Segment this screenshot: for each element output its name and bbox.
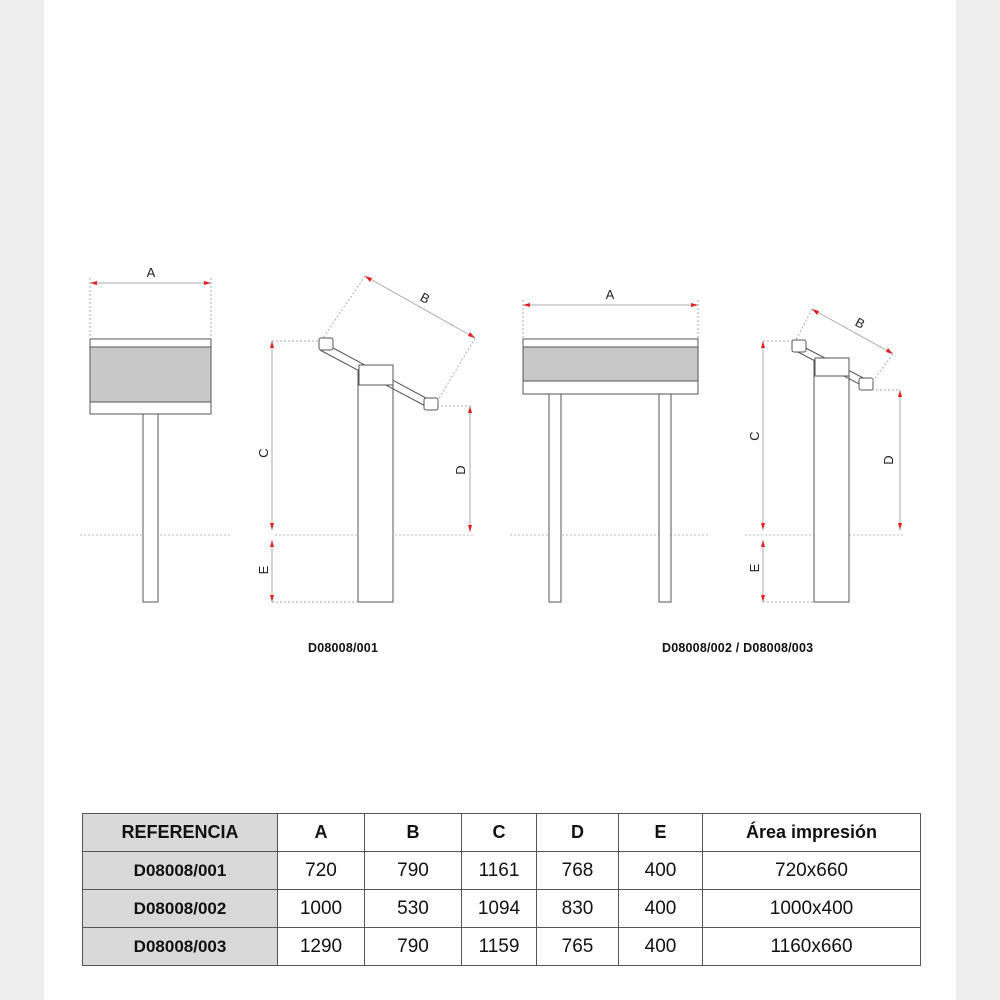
header-referencia: REFERENCIA xyxy=(83,814,278,852)
header-b: B xyxy=(365,814,462,852)
header-a: A xyxy=(278,814,365,852)
cell-b: 790 xyxy=(365,928,462,966)
dim-label-d-2: D xyxy=(881,455,896,465)
dim-label-d-1: D xyxy=(453,465,468,475)
dim-label-e-2: E xyxy=(747,563,762,573)
table-row xyxy=(83,928,921,966)
dim-label-c-1: C xyxy=(256,448,271,458)
cell-area: 1000x400 xyxy=(703,890,921,928)
table-row xyxy=(83,852,921,890)
cell-c: 1161 xyxy=(462,852,537,890)
cell-e: 400 xyxy=(619,852,703,890)
cell-c: 1159 xyxy=(462,928,537,966)
cell-c: 1094 xyxy=(462,890,537,928)
table-row xyxy=(83,890,921,928)
cell-e: 400 xyxy=(619,890,703,928)
cell-a: 720 xyxy=(278,852,365,890)
header-c: C xyxy=(462,814,537,852)
row-reference: D08008/002 xyxy=(83,890,278,928)
single-post-front-view xyxy=(80,278,230,602)
header-e: E xyxy=(619,814,703,852)
caption-double-post: D08008/002 / D08008/003 xyxy=(662,641,814,655)
cell-d: 765 xyxy=(537,928,619,966)
cell-a: 1290 xyxy=(278,928,365,966)
cell-area: 1160x660 xyxy=(703,928,921,966)
dim-label-a-1: A xyxy=(146,265,156,280)
cell-d: 830 xyxy=(537,890,619,928)
row-reference: D08008/001 xyxy=(83,852,278,890)
double-post-front-view xyxy=(510,300,710,602)
dim-label-c-2: C xyxy=(747,431,762,441)
dim-label-b-1: B xyxy=(417,289,433,307)
cell-d: 768 xyxy=(537,852,619,890)
specs-table xyxy=(82,813,921,966)
single-post-side-view xyxy=(270,276,475,602)
cell-area: 720x660 xyxy=(703,852,921,890)
cell-b: 790 xyxy=(365,852,462,890)
header-area: Área impresión xyxy=(703,814,921,852)
dim-label-e-1: E xyxy=(256,565,271,575)
dim-label-a-2: A xyxy=(605,287,615,302)
header-d: D xyxy=(537,814,619,852)
cell-a: 1000 xyxy=(278,890,365,928)
cell-e: 400 xyxy=(619,928,703,966)
caption-single-post: D08008/001 xyxy=(308,641,379,655)
table-header-row xyxy=(83,814,921,852)
dim-label-b-2: B xyxy=(852,314,868,332)
row-reference: D08008/003 xyxy=(83,928,278,966)
cell-b: 530 xyxy=(365,890,462,928)
